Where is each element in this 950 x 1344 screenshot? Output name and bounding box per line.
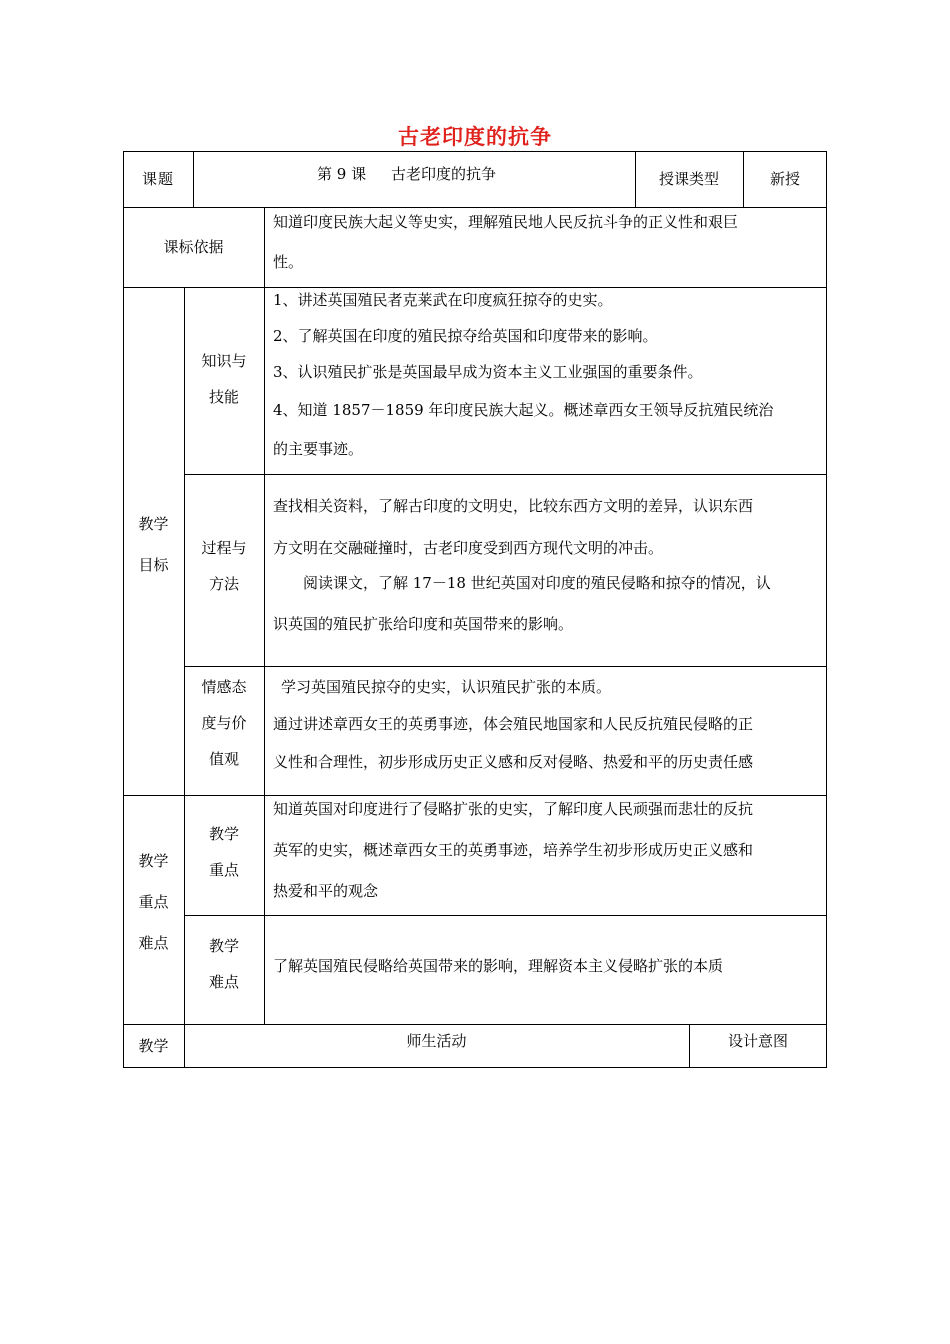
table-rule [123, 1024, 827, 1025]
table-rule [184, 474, 827, 475]
standard-line: 性。 [273, 253, 304, 271]
lesson-plan-table [123, 151, 827, 1068]
goals-label: 教学 目标 [138, 515, 169, 574]
table-rule [184, 915, 827, 916]
process-line: 方文明在交融碰撞时，古老印度受到西方现代文明的冲击。 [273, 539, 664, 557]
attitude-line: 学习英国殖民掠夺的史实，认识殖民扩张的本质。 [281, 678, 612, 696]
knowledge-line: 2、了解英国在印度的殖民掠夺给英国和印度带来的影响。 [273, 327, 658, 345]
lesson-number: 第 9 课 [317, 165, 367, 183]
knowledge-label: 知识与 技能 [201, 352, 247, 406]
knowledge-line: 3、认识殖民扩张是英国最早成为资本主义工业强国的重要条件。 [273, 363, 703, 381]
standard-label: 课标依据 [163, 238, 224, 256]
knowledge-line: 的主要事迹。 [273, 440, 364, 458]
focus-line: 热爱和平的观念 [273, 882, 379, 900]
focus-line: 知道英国对印度进行了侵略扩张的史实，了解印度人民顽强而悲壮的反抗 [273, 800, 754, 818]
focus-line: 英军的史实，概述章西女王的英勇事迹，培养学生初步形成历史正义感和 [273, 841, 754, 859]
attitude-line: 义性和合理性，初步形成历史正义感和反对侵略、热爱和平的历史责任感 [273, 753, 754, 771]
table-rule [123, 1067, 827, 1068]
process-line: 识英国的殖民扩张给印度和英国带来的影响。 [273, 615, 574, 633]
difficulty-label: 教学 难点 [208, 937, 239, 991]
difficulty-line: 了解英国殖民侵略给英国带来的影响，理解资本主义侵略扩张的本质 [273, 957, 724, 975]
intent-header: 设计意图 [727, 1032, 788, 1050]
table-rule [123, 287, 827, 288]
activity-header: 师生活动 [406, 1032, 467, 1050]
focus-label: 教学 重点 [208, 825, 239, 879]
table-rule [193, 151, 194, 208]
document-title: 古老印度的抗争 [398, 125, 552, 149]
table-rule [184, 666, 827, 667]
table-rule [264, 207, 265, 1025]
lesson-type-value: 新授 [769, 170, 800, 188]
knowledge-line: 4、知道 1857－1859 年印度民族大起义。概述章西女王领导反抗殖民统治 [273, 401, 774, 419]
standard-line: 知道印度民族大起义等史实，理解殖民地人民反抗斗争的正义性和艰巨 [273, 213, 739, 231]
process-row-label: 教学 [138, 1037, 169, 1055]
process-label: 过程与 方法 [201, 539, 247, 593]
process-line: 阅读课文，了解 17－18 世纪英国对印度的殖民侵略和掠夺的情况，认 [303, 574, 771, 592]
subject-label: 课题 [141, 170, 174, 188]
knowledge-line: 1、讲述英国殖民者克莱武在印度疯狂掠夺的史实。 [273, 291, 613, 309]
key-points-label: 教学 重点 难点 [138, 852, 169, 952]
attitude-line: 通过讲述章西女王的英勇事迹，体会殖民地国家和人民反抗殖民侵略的正 [273, 715, 754, 733]
table-rule [826, 151, 827, 1068]
lesson-title: 古老印度的抗争 [391, 165, 497, 183]
attitude-label: 情感态 度与价 值观 [201, 678, 247, 768]
lesson-type-label: 授课类型 [658, 170, 719, 188]
process-line: 查找相关资料，了解古印度的文明史，比较东西方文明的差异，认识东西 [273, 497, 754, 515]
table-rule [123, 795, 827, 796]
